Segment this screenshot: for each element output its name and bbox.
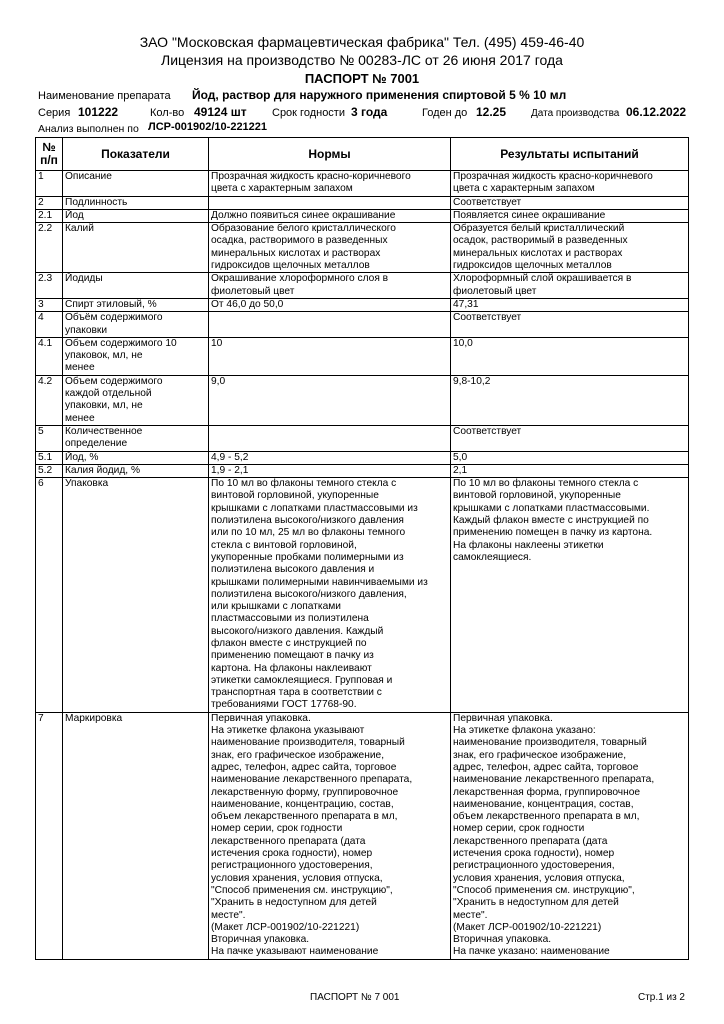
row-result-line: "Способ применения см. инструкцию", — [453, 884, 635, 896]
row-number: 7 — [36, 712, 63, 959]
row-norm-line: От 46,0 до 50,0 — [211, 298, 284, 310]
row-norm-line: лекарственную форму, группировочное — [211, 786, 399, 798]
row-indicator — [63, 478, 209, 713]
row-norm-line: высокого/низкого давления. Каждый — [211, 625, 384, 637]
valid-until-label: Годен до — [422, 107, 468, 119]
product-value: Йод, раствор для наружного применения спиртовой 5 % 10 мл — [192, 88, 567, 102]
row-norm-line: стекла с винтовой горловиной, — [211, 539, 357, 551]
row-indicator-line: Количественное — [65, 425, 143, 437]
row-norm — [209, 312, 451, 338]
row-result — [451, 464, 689, 477]
footer-page: Стр.1 из 2 — [638, 992, 685, 1003]
table-header-row — [36, 138, 689, 171]
row-number: 4.2 — [36, 375, 63, 425]
row-result-line: Прозрачная жидкость красно-коричневого — [453, 171, 653, 182]
row-norm — [209, 196, 451, 209]
row-result-line: минеральных кислотах и растворах — [453, 247, 623, 259]
row-result-line: наименование производителя, товарный — [453, 737, 647, 749]
row-result-line: Хлороформный слой окрашивается в — [453, 273, 632, 285]
row-norm — [209, 478, 451, 713]
row-result-line: Соответствует — [453, 312, 522, 324]
table-row — [36, 337, 689, 375]
row-norm-line: Первичная упаковка. — [211, 712, 311, 724]
row-result — [451, 273, 689, 299]
row-number: 5.1 — [36, 451, 63, 464]
col-header-results: Результаты испытаний — [451, 138, 689, 171]
row-result-line: На этикетке флакона указано: — [453, 725, 596, 737]
row-indicator-line: Йод, % — [65, 451, 99, 463]
row-result — [451, 209, 689, 222]
row-result-line: самоклеящиеся. — [453, 551, 532, 563]
row-result-line: 5,0 — [453, 451, 468, 463]
passport-title: ПАСПОРТ № 7001 — [304, 71, 420, 86]
row-result-line: условия хранения, условия отпуска, — [453, 872, 625, 884]
row-norm — [209, 712, 451, 959]
row-norm-line: наименование, концентрацию, состав, — [211, 798, 394, 810]
table-row — [36, 312, 689, 338]
table-row — [36, 273, 689, 299]
row-result-line: знак, его графическое изображение, — [453, 749, 627, 761]
table-row — [36, 478, 689, 713]
row-indicator-line: упаковки — [65, 324, 108, 336]
row-norm-line: полиэтилена высокого/низкого давления — [211, 515, 404, 527]
row-norm-line: номер серии, срок годности — [211, 823, 343, 835]
table-row — [36, 223, 689, 273]
table-row — [36, 464, 689, 477]
table-row — [36, 196, 689, 209]
row-indicator-line: Подлинность — [65, 196, 128, 208]
row-indicator — [63, 171, 209, 197]
row-result-line: фиолетовый цвет — [453, 285, 537, 297]
table-row — [36, 425, 689, 451]
row-result-line: лекарственная форма, группировочное — [453, 786, 641, 798]
row-indicator-line: Йодиды — [65, 273, 103, 285]
row-indicator — [63, 312, 209, 338]
table-row — [36, 451, 689, 464]
series-label: Серия — [38, 107, 71, 119]
row-indicator-line: менее — [65, 362, 95, 374]
row-norm-line: наименование производителя, товарный — [211, 737, 405, 749]
production-date-label: Дата производства — [531, 108, 620, 119]
row-norm-line: месте". — [211, 909, 246, 921]
row-result-line: осадок, растворимый в разведенных — [453, 235, 628, 247]
row-indicator — [63, 298, 209, 311]
production-date-value: 06.12.2022 — [626, 105, 687, 119]
row-result-line: (Макет ЛСР-001902/10-221221) — [453, 921, 602, 933]
table-row — [36, 712, 689, 959]
row-indicator — [63, 209, 209, 222]
row-indicator-line: Йод — [65, 209, 84, 221]
row-result — [451, 298, 689, 311]
row-indicator-line: Описание — [65, 171, 112, 182]
row-result-line: 10,0 — [453, 337, 473, 349]
row-norm-line: "Способ применения см. инструкцию", — [211, 884, 393, 896]
row-norm-line: 10 — [211, 337, 223, 349]
row-norm-line: флакон вместе с инструкцией по — [211, 637, 367, 649]
row-number: 2.1 — [36, 209, 63, 222]
passport-table — [35, 137, 689, 960]
row-result-line: Соответствует — [453, 196, 522, 208]
row-norm-line: объем лекарственного препарата в мл, — [211, 811, 398, 823]
company-line: ЗАО "Московская фармацевтическая фабрика" Тел. (495) 459-46-40 — [139, 34, 585, 50]
row-result-line: На флаконы наклеены этикетки — [453, 539, 604, 551]
row-indicator-line: Объём содержимого — [65, 312, 163, 324]
row-indicator-line: Объем содержимого 10 — [65, 337, 177, 349]
table-row — [36, 209, 689, 222]
row-result-line: месте". — [453, 909, 488, 921]
row-result-line: наименование лекарственного препарата, — [453, 774, 655, 786]
row-norm-line: "Хранить в недоступном для детей — [211, 897, 377, 909]
table-row — [36, 298, 689, 311]
row-norm — [209, 171, 451, 197]
row-norm-line: условия хранения, условия отпуска, — [211, 872, 383, 884]
table-row — [36, 375, 689, 425]
row-result-line: гидроксидов щелочных металлов — [453, 260, 612, 272]
product-label: Наименование препарата — [38, 90, 171, 102]
row-norm — [209, 223, 451, 273]
row-norm-line: Прозрачная жидкость красно-коричневого — [211, 171, 411, 182]
row-result-line: Образуется белый кристаллический — [453, 223, 625, 235]
row-number: 5.2 — [36, 464, 63, 477]
row-norm-line: Вторичная упаковка. — [211, 934, 310, 946]
row-indicator — [63, 337, 209, 375]
row-norm — [209, 464, 451, 477]
row-indicator — [63, 451, 209, 464]
row-result — [451, 425, 689, 451]
row-indicator-line: упаковок, мл, не — [65, 350, 143, 362]
row-result-line: объем лекарственного препарата в мл, — [453, 811, 640, 823]
row-norm — [209, 337, 451, 375]
row-result — [451, 312, 689, 338]
row-norm-line: гидроксидов щелочных металлов — [211, 260, 370, 272]
row-norm-line: картона. На флаконы наклеивают — [211, 662, 372, 674]
row-norm-line: Образование белого кристаллического — [211, 223, 396, 235]
row-norm-line: требованиями ГОСТ 17768-90. — [211, 699, 357, 711]
row-norm-line: осадка, растворимого в разведенных — [211, 235, 388, 247]
row-indicator — [63, 425, 209, 451]
row-norm-line: Должно появиться синее окрашивание — [211, 209, 396, 221]
row-indicator-line: менее — [65, 412, 95, 424]
row-norm-line: пластмассовыми из полиэтилена — [211, 613, 369, 625]
row-indicator-line: Упаковка — [65, 478, 109, 490]
row-result — [451, 171, 689, 197]
row-result — [451, 478, 689, 713]
row-result — [451, 337, 689, 375]
row-number: 6 — [36, 478, 63, 713]
row-norm-line: или крышками с лопатками — [211, 601, 341, 613]
row-indicator-line: упаковки, мл, не — [65, 400, 143, 412]
row-norm-line: лекарственного препарата (дата — [211, 835, 366, 847]
row-norm-line: транспортная тара в соответствии с — [211, 687, 382, 699]
series-value: 101222 — [78, 105, 119, 119]
row-result-line: крышками с лопатками пластмассовыми. — [453, 502, 650, 514]
row-indicator-line: каждой отдельной — [65, 388, 152, 400]
row-norm-line: регистрационного удостоверения, — [211, 860, 373, 872]
col-header-num: № п/п — [36, 138, 63, 171]
valid-until-value: 12.25 — [476, 105, 507, 119]
row-result-line: применению помещен в пачку из картона. — [453, 527, 653, 539]
row-result — [451, 375, 689, 425]
qty-label: Кол-во — [150, 107, 185, 119]
row-number: 2.2 — [36, 223, 63, 273]
row-indicator — [63, 273, 209, 299]
row-norm-line: наименование лекарственного препарата, — [211, 774, 413, 786]
row-result-line: Каждый флакон вместе с инструкцией по — [453, 515, 649, 527]
row-result-line: Появляется синее окрашивание — [453, 209, 606, 221]
row-norm-line: На этикетке флакона указывают — [211, 725, 365, 737]
row-norm-line: (Макет ЛСР-001902/10-221221) — [211, 921, 360, 933]
row-result-line: истечения срока годности), номер — [453, 848, 615, 860]
row-result — [451, 451, 689, 464]
footer-passport: ПАСПОРТ № 7 001 — [310, 992, 400, 1003]
row-indicator — [63, 223, 209, 273]
row-norm-line: крышками с лопатками пластмассовыми из — [211, 502, 418, 514]
analysis-value: ЛСР-001902/10-221221 — [148, 121, 268, 133]
row-norm — [209, 273, 451, 299]
table-row — [36, 171, 689, 197]
analysis-label: Анализ выполнен по — [38, 123, 139, 135]
row-indicator-line: Спирт этиловый, % — [65, 298, 157, 310]
row-norm-line: цвета с характерным запахом — [211, 183, 353, 195]
row-result-line: Вторичная упаковка. — [453, 934, 552, 946]
row-indicator — [63, 712, 209, 959]
col-header-indicators: Показатели — [63, 138, 209, 171]
shelf-life-value: 3 года — [351, 105, 388, 119]
row-result — [451, 196, 689, 209]
row-norm-line: знак, его графическое изображение, — [211, 749, 385, 761]
row-norm-line: Окрашивание хлороформного слоя в — [211, 273, 389, 285]
row-norm — [209, 425, 451, 451]
col-header-norms: Нормы — [209, 138, 451, 171]
row-norm-line: этикетки самоклеящиеся. Групповая и — [211, 674, 393, 686]
row-norm-line: фиолетовый цвет — [211, 285, 295, 297]
row-result — [451, 712, 689, 959]
row-result-line: цвета с характерным запахом — [453, 183, 595, 195]
row-indicator — [63, 375, 209, 425]
row-indicator-line: Маркировка — [65, 712, 123, 724]
row-result-line: "Хранить в недоступном для детей — [453, 897, 619, 909]
row-result-line: По 10 мл во флаконы темного стекла с — [453, 478, 639, 490]
row-norm-line: истечения срока годности), номер — [211, 848, 373, 860]
license-line: Лицензия на производство № 00283-ЛС от 26 июня 2017 года — [161, 52, 563, 68]
row-norm-line: полиэтилена высокого/низкого давления, — [211, 588, 407, 600]
row-result-line: 2,1 — [453, 464, 468, 476]
row-result-line: Первичная упаковка. — [453, 712, 553, 724]
row-number: 3 — [36, 298, 63, 311]
row-result-line: На пачке указано: наименование — [453, 946, 610, 958]
row-norm-line: 9,0 — [211, 375, 226, 387]
row-result-line: лекарственного препарата (дата — [453, 835, 608, 847]
row-result-line: Соответствует — [453, 425, 522, 437]
row-number: 4.1 — [36, 337, 63, 375]
row-norm-line: укупоренные пробками полимерными из — [211, 551, 404, 563]
row-indicator-line: Калий — [65, 223, 94, 235]
row-norm-line: На пачке указывают наименование — [211, 946, 379, 958]
row-number: 4 — [36, 312, 63, 338]
row-norm-line: винтовой горловиной, укупоренные — [211, 490, 379, 502]
row-number: 2 — [36, 196, 63, 209]
row-norm — [209, 209, 451, 222]
row-norm-line: 1,9 - 2,1 — [211, 464, 249, 476]
row-indicator — [63, 196, 209, 209]
row-indicator-line: определение — [65, 438, 128, 450]
shelf-life-label: Срок годности — [272, 107, 345, 119]
row-result-line: винтовой горловиной, укупоренные — [453, 490, 621, 502]
row-norm-line: 4,9 - 5,2 — [211, 451, 249, 463]
row-norm-line: полиэтилена высокого давления и — [211, 564, 375, 576]
row-result-line: 9,8-10,2 — [453, 375, 491, 387]
row-number: 5 — [36, 425, 63, 451]
row-result-line: наименование, концентрация, состав, — [453, 798, 634, 810]
row-norm — [209, 375, 451, 425]
row-norm-line: По 10 мл во флаконы темного стекла с — [211, 478, 397, 490]
row-result-line: номер серии, срок годности — [453, 823, 585, 835]
row-norm — [209, 451, 451, 464]
row-indicator — [63, 464, 209, 477]
qty-value: 49124 шт — [194, 105, 247, 119]
row-number: 1 — [36, 171, 63, 197]
row-norm-line: минеральных кислотах и растворах — [211, 247, 381, 259]
row-result-line: адрес, телефон, адрес сайта, торговое — [453, 761, 639, 773]
row-norm-line: или по 10 мл, 25 мл во флаконы темного — [211, 527, 406, 539]
row-number: 2.3 — [36, 273, 63, 299]
row-norm — [209, 298, 451, 311]
row-result — [451, 223, 689, 273]
row-indicator-line: Калия йодид, % — [65, 464, 141, 476]
row-result-line: 47,31 — [453, 298, 479, 310]
row-indicator-line: Объем содержимого — [65, 375, 163, 387]
row-result-line: регистрационного удостоверения, — [453, 860, 615, 872]
row-norm-line: крышками полимерными навинчиваемыми из — [211, 576, 428, 588]
row-norm-line: адрес, телефон, адрес сайта, торговое — [211, 761, 397, 773]
row-norm-line: применению помещают в пачку из — [211, 650, 374, 662]
